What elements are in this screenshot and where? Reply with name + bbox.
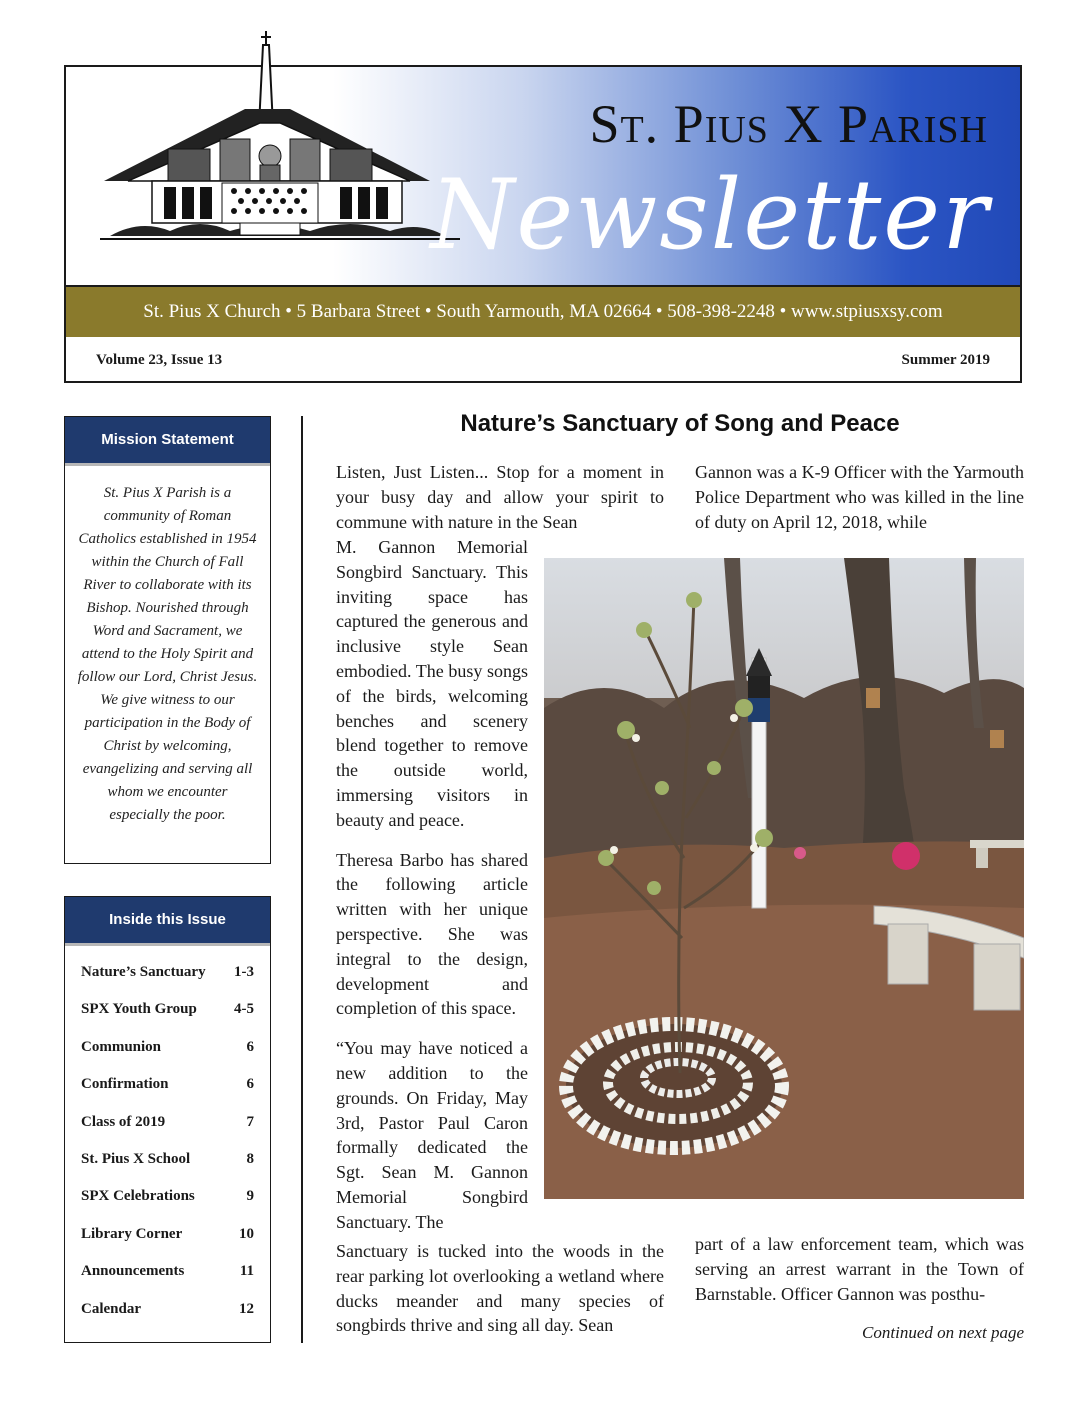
toc-item[interactable] [81,1291,254,1328]
toc-label: SPX Celebrations [81,1188,195,1205]
toc-page: 6 [246,1038,254,1055]
toc-page: 4-5 [234,1001,254,1018]
article-text-intro: Listen, Just Listen... Stop for a moment in your busy day and allow your spirit to commune with nature in the Sean [336,462,664,532]
newsletter-title: St. Pius X Parish [589,94,988,154]
inside-this-issue-box [64,896,271,1343]
toc-item[interactable] [81,1141,254,1178]
toc-item[interactable] [81,991,254,1028]
toc-page: 10 [239,1225,254,1242]
article-paragraph: “You may have noticed a new addition to the grounds. On Friday, May 3rd, Pastor Paul Caron formally dedicated the Sgt. Sean M. Gannon Memorial Songbird Sanctuary. The [336,1038,528,1232]
sanctuary-photo [544,558,1024,1199]
toc-item[interactable] [81,1104,254,1141]
toc-page: 12 [239,1300,254,1317]
toc-page: 9 [246,1188,254,1205]
season-label: Summer 2019 [901,352,990,368]
toc-item[interactable] [81,954,254,991]
toc-page: 8 [246,1150,254,1167]
article-headline: Nature’s Sanctuary of Song and Peace [460,410,900,437]
article-text-right-bottom: part of a law enforcement team, which was serving an arrest warrant in the Town of Barnstable. Officer Gannon was posthu- [695,1234,1024,1304]
article-paragraph: M. Gannon Memorial Songbird Sanctuary. This inviting space has captured the generous and inclusive style Sean embodied. The busy songs of the birds, welcoming benches and scenery blend together to remove the outside world, immersing visitors in beauty and peace. [336,537,528,830]
mission-statement-box [64,416,271,864]
inside-heading: Inside this Issue [65,897,270,946]
toc-label: Announcements [81,1263,185,1280]
article-text-bottom-left: Sanctuary is tucked into the woods in the rear parking lot overlooking a wetland where ducks meander and many species of songbirds thrive and sing all day. Sean [336,1241,664,1336]
table-of-contents [65,946,270,1328]
volume-label: Volume 23, Issue 13 [96,352,223,368]
church-illustration [100,31,485,256]
article-paragraph: Theresa Barbo has shared the following article written with her unique perspective. She was integral to the design, development and completion of this space. [336,849,528,1019]
newsletter-script-title: Newsletter [430,159,990,271]
address-bar: St. Pius X Church • 5 Barbara Street • South Yarmouth, MA 02664 • 508-398-2248 • www.stpiusxsy.com [64,287,1022,337]
article-text-right-top: Gannon was a K-9 Officer with the Yarmouth Police Department who was killed in the line of duty on April 12, 2018, while [695,462,1024,532]
toc-label: Communion [81,1038,162,1055]
toc-page: 1-3 [234,964,254,980]
toc-page: 6 [246,1076,254,1093]
toc-item[interactable] [81,1178,254,1215]
mission-heading: Mission Statement [65,417,270,466]
mission-text: St. Pius X Parish is a community of Roman Catholics established in 1954 within the Church of Fall River to collaborate with its Bishop. Nourished through Word and Sacrament, we attend to the Holy Spirit and follow our Lord, Christ Jesus. We give witness to our participation in the Body of Christ by welcoming, evangelizing and serving all whom we encounter especially the poor. [77,485,258,823]
toc-label: Nature’s Sanctuary [81,964,206,980]
toc-label: Class of 2019 [81,1113,166,1130]
toc-item[interactable] [81,1029,254,1066]
toc-label: SPX Youth Group [81,1001,197,1018]
issue-bar [64,337,1022,383]
toc-page: 7 [246,1113,254,1130]
toc-item[interactable] [81,1216,254,1253]
continued-note: Continued on next page [862,1323,1024,1342]
toc-label: Calendar [81,1300,141,1317]
toc-item[interactable] [81,1253,254,1290]
toc-page: 11 [239,1263,254,1280]
toc-item[interactable] [81,1066,254,1103]
article-text-column-narrow [336,535,528,1235]
column-divider [301,416,303,1343]
toc-label: St. Pius X School [81,1150,191,1167]
masthead [64,65,1022,287]
toc-label: Confirmation [81,1076,169,1093]
toc-label: Library Corner [81,1225,183,1242]
